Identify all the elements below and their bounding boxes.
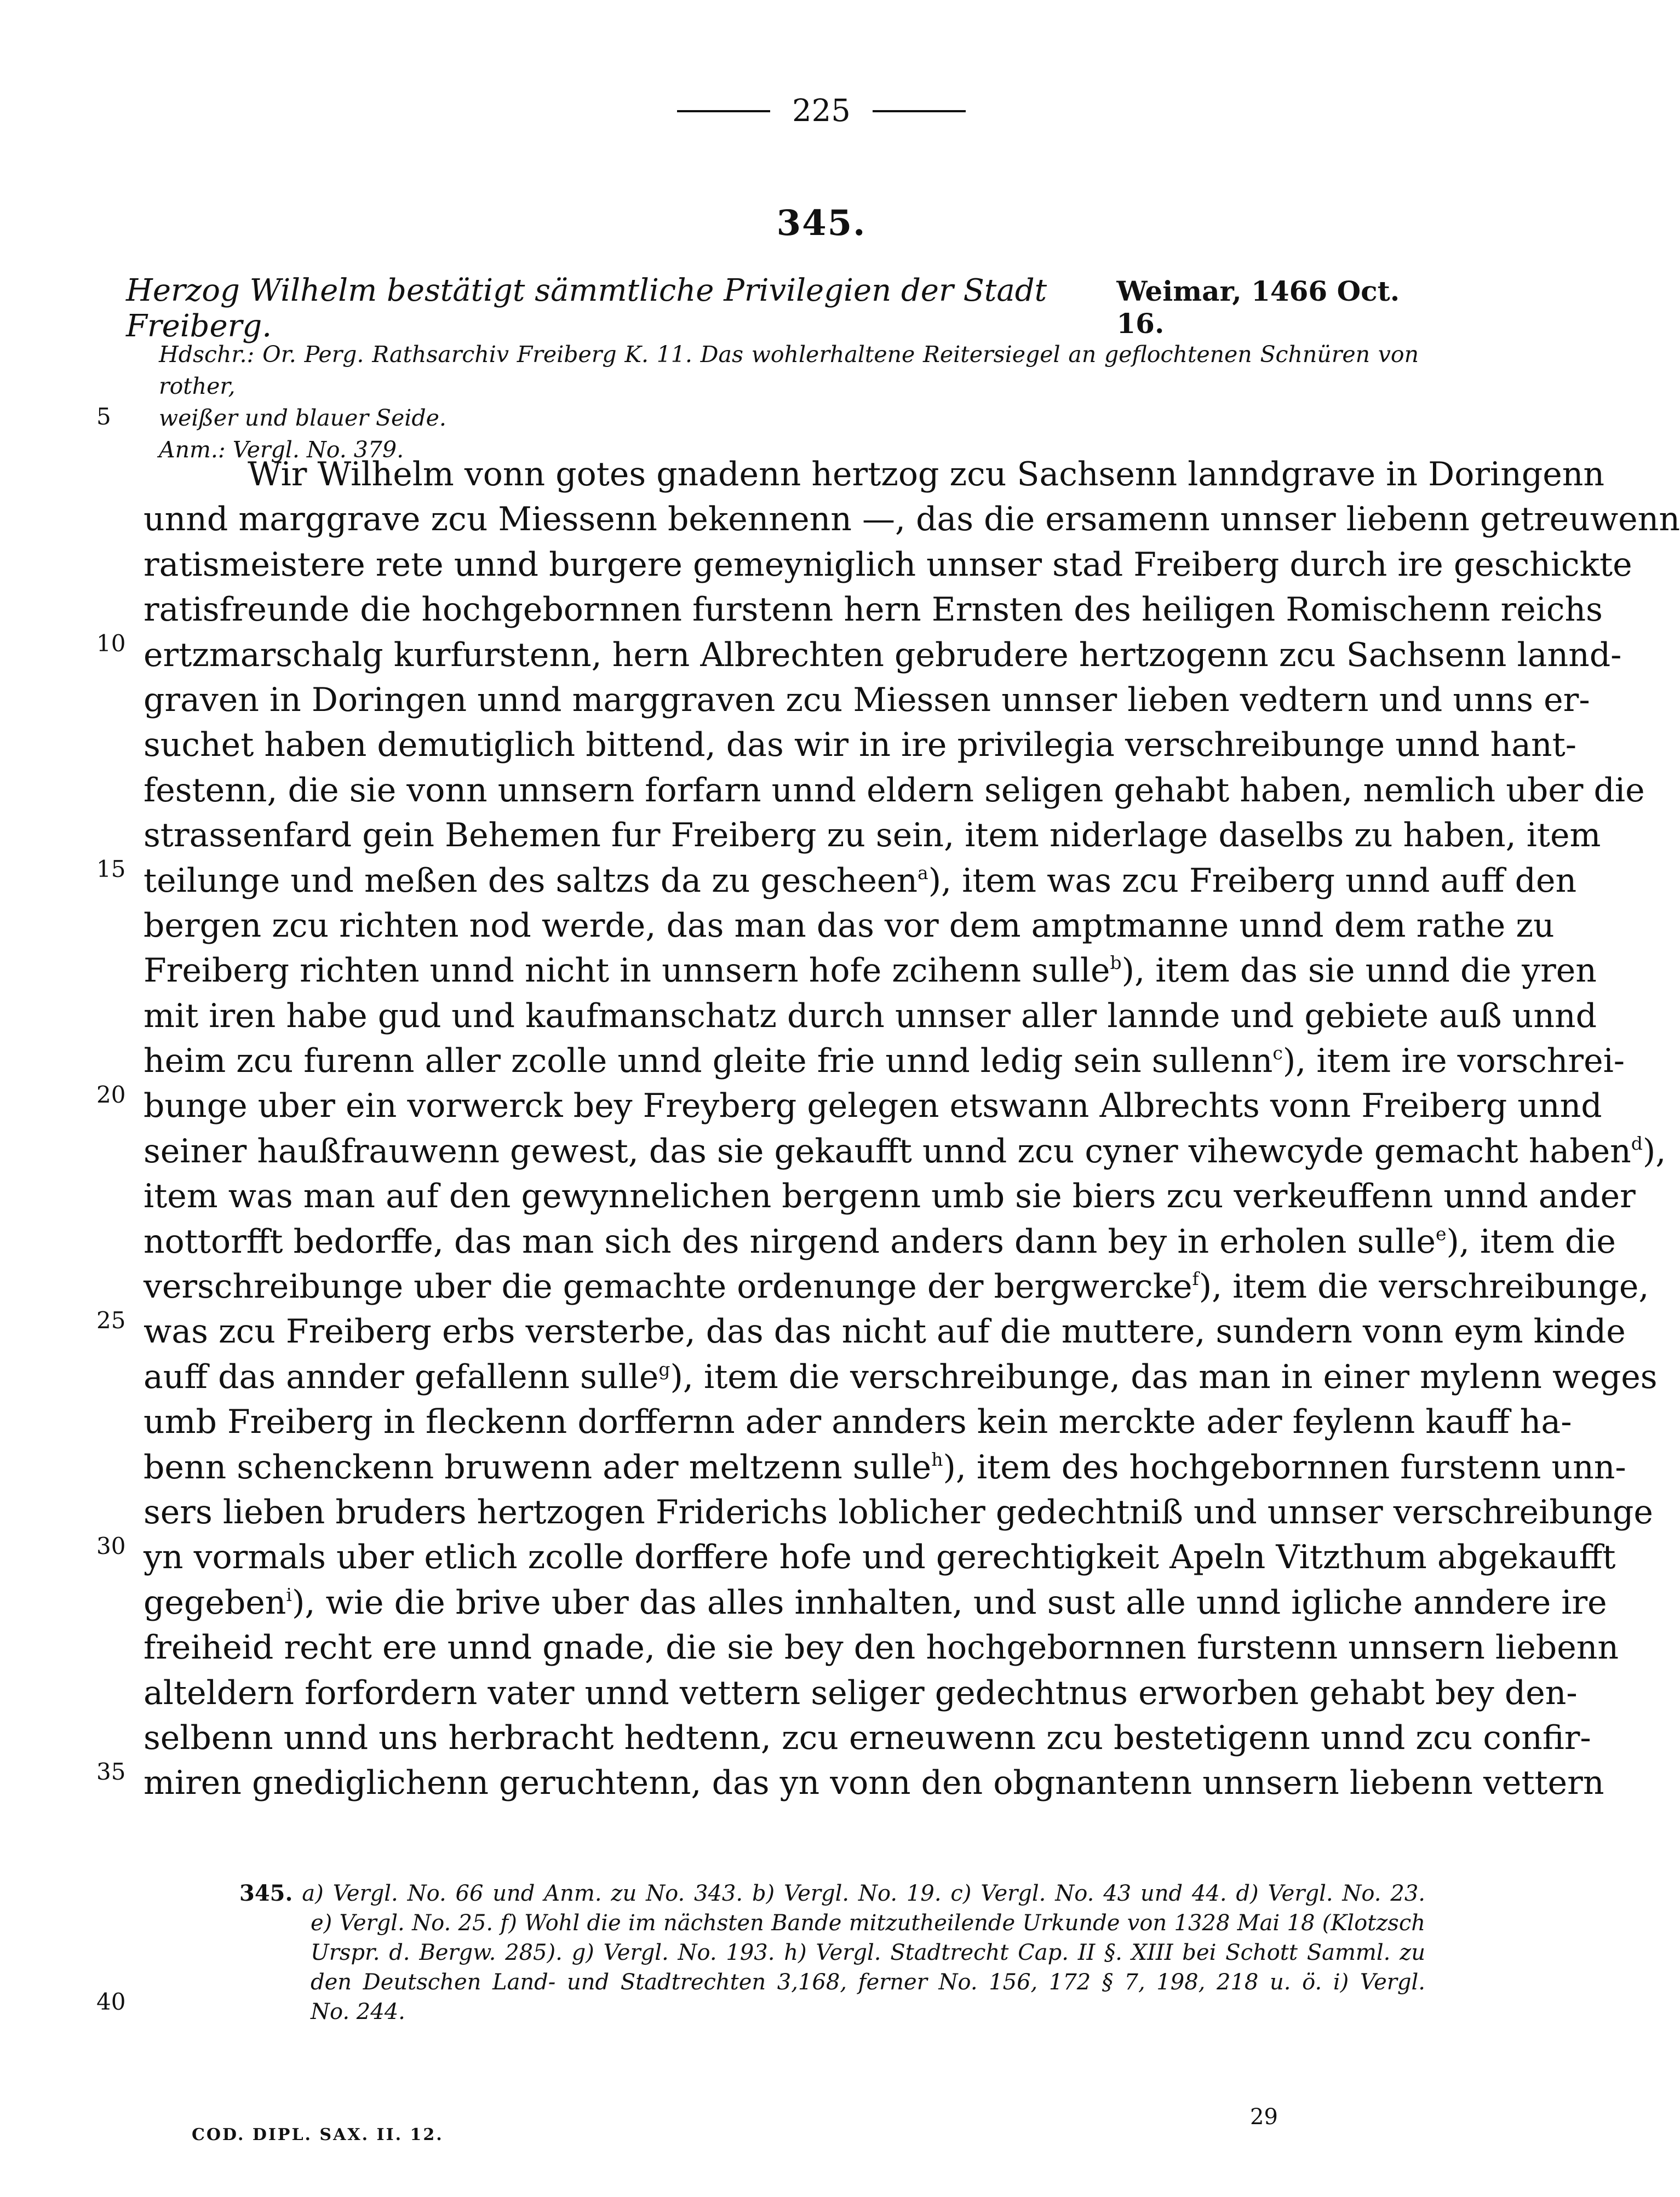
margin-line-number: 15 xyxy=(96,856,126,882)
body-line: yn vormals uber etlich zcolle dorffere hofe und gerechtigkeit Apeln Vitzthum abgekaufft xyxy=(144,1538,1616,1577)
body-line: bunge uber ein vorwerck bey Freyberg gelegen etswann Albrechts vonn Freiberg unnd xyxy=(144,1087,1602,1126)
body-line: teilunge und meßen des saltzs da zu gescheen$^a$), item was zcu Freiberg unnd auff den xyxy=(144,861,1577,900)
margin-line-number: 40 xyxy=(96,1988,126,2015)
footnote-ref: d xyxy=(1631,1132,1643,1154)
body-line: item was man auf den gewynnelichen bergenn umb sie biers zcu verkeuffenn unnd ander xyxy=(144,1177,1636,1216)
document-title: Herzog Wilhelm bestätigt sämmtliche Privilegien der Stadt Freiberg. xyxy=(126,273,1047,344)
body-line: miren gnediglichenn geruchtenn, das yn vonn den obgnantenn unnsern liebenn vettern xyxy=(144,1764,1604,1803)
footnote-ref: a xyxy=(918,862,928,884)
document-heading xyxy=(126,273,1430,344)
body-line: auff das annder gefallenn sulle$^g$), item die verschreibunge, das man in einer mylenn weges xyxy=(144,1357,1658,1396)
document-number: 345. xyxy=(776,203,867,244)
footer-sheet-number: 29 xyxy=(1250,2104,1278,2130)
body-line: bergen zcu richten nod werde, das man das vor dem amptmanne unnd dem rathe zu xyxy=(144,906,1555,945)
margin-line-number: 30 xyxy=(96,1533,126,1559)
body-line: heim zcu furenn aller zcolle unnd gleite frie unnd ledig sein sullenn$^c$), item ire vorschrei- xyxy=(144,1042,1625,1081)
footnote-doc-number: 345. xyxy=(239,1880,293,1906)
document-place-date: Weimar, 1466 Oct. 16. xyxy=(1116,275,1400,340)
margin-line-number: 25 xyxy=(96,1307,126,1334)
body-line: alteldern forfordern vater unnd vettern seliger gedechtnus erworben gehabt bey den- xyxy=(144,1673,1578,1712)
body-line: benn schenckenn bruwenn ader meltzenn sulle$^h$), item des hochgebornnen furstenn unn- xyxy=(144,1448,1626,1487)
footnote-ref: c xyxy=(1272,1042,1283,1064)
footnote-ref: g xyxy=(658,1358,670,1380)
body-line: ertzmarschalg kurfurstenn, hern Albrechten gebrudere hertzogenn zcu Sachsenn lannd- xyxy=(144,635,1622,674)
footnote-line: 345. a) Vergl. No. 66 und Anm. zu No. 343. b) Vergl. No. 19. c) Vergl. No. 43 und 44. d) Vergl. No. 23. xyxy=(239,1880,1425,1906)
margin-line-number: 5 xyxy=(96,403,111,430)
source-note xyxy=(159,339,1419,466)
body-line: ratisfreunde die hochgebornnen furstenn hern Ernsten des heiligen Romischenn reichs xyxy=(144,590,1603,629)
footnote-line: No. 244. xyxy=(311,1999,405,2024)
footnote-line: den Deutschen Land- und Stadtrechten 3,168, ferner No. 156, 172 § 7, 198, 218 u. ö. i) Vergl. xyxy=(311,1970,1425,1995)
header-rule-right xyxy=(873,110,966,112)
header-rule-left xyxy=(677,110,770,112)
body-line: mit iren habe gud und kaufmanschatz durch unnser aller lannde und gebiete auß unnd xyxy=(144,996,1597,1035)
margin-line-number: 20 xyxy=(96,1081,126,1108)
body-line: sers lieben bruders hertzogen Friderichs loblicher gedechtniß und unnser verschreibunge xyxy=(144,1493,1653,1531)
body-line: was zcu Freiberg erbs versterbe, das das nicht auf die muttere, sundern vonn eym kinde xyxy=(144,1312,1626,1351)
body-line: graven in Doringen unnd marggraven zcu Miessen unnser lieben vedtern und unns er- xyxy=(144,680,1590,719)
body-line: gegeben$^i$), wie die brive uber das alles innhalten, und sust alle unnd igliche anndere ire xyxy=(144,1583,1607,1622)
body-line: festenn, die sie vonn unnsern forfarn unnd eldern seligen gehabt haben, nemlich uber die xyxy=(144,771,1645,810)
document-body xyxy=(144,452,1680,1806)
footnote-line: Urspr. d. Bergw. 285). g) Vergl. No. 193. h) Vergl. Stadtrecht Cap. II §. XIII bei Schott Samml. zu xyxy=(311,1940,1425,1965)
body-line: verschreibunge uber die gemachte ordenunge der bergwercke$^f$), item die verschreibunge, xyxy=(144,1267,1649,1306)
body-line: umb Freiberg in fleckenn dorffernn ader annders kein merckte ader feylenn kauff ha- xyxy=(144,1403,1572,1442)
body-line: Freiberg richten unnd nicht in unnsern hofe zcihenn sulle$^b$), item das sie unnd die yren xyxy=(144,951,1597,990)
footnote-line: e) Vergl. No. 25. f) Wohl die im nächsten Bande mitzutheilende Urkunde von 1328 Mai 18 (Klotzsch xyxy=(311,1911,1425,1936)
body-line: freiheid recht ere unnd gnade, die sie bey den hochgebornnen furstenn unnsern liebenn xyxy=(144,1628,1619,1667)
footnote-ref: h xyxy=(931,1448,943,1470)
footnote-ref: i xyxy=(286,1584,292,1605)
body-line: Wir Wilhelm vonn gotes gnadenn hertzog zcu Sachsenn lanndgrave in Doringenn xyxy=(248,455,1605,494)
source-line: Anm.: Vergl. No. 379. xyxy=(159,437,404,463)
body-line: suchet haben demutiglich bittend, das wir in ire privilegia verschreibunge unnd hant- xyxy=(144,726,1577,765)
footnotes xyxy=(239,1879,1425,2027)
body-line: seiner haußfrauwenn gewest, das sie gekaufft unnd zcu cyner vihewcyde gemacht haben$^d$), xyxy=(144,1132,1666,1171)
body-line: strassenfard gein Behemen fur Freiberg zu sein, item niderlage daselbs zu haben, item xyxy=(144,816,1601,855)
body-line: unnd marggrave zcu Miessenn bekennenn —, das die ersamenn unnser liebenn getreuwenn xyxy=(144,500,1680,539)
page-number: 225 xyxy=(792,93,851,129)
footnote-ref: e xyxy=(1435,1223,1447,1244)
margin-line-number: 35 xyxy=(96,1758,126,1785)
margin-line-number: 10 xyxy=(96,630,126,657)
footnote-ref: f xyxy=(1192,1267,1199,1289)
footnote-ref: b xyxy=(1110,952,1122,974)
source-line: weißer und blauer Seide. xyxy=(159,405,446,431)
body-line: nottorfft bedorffe, das man sich des nirgend anders dann bey in erholen sulle$^e$), item die xyxy=(144,1222,1616,1261)
body-line: selbenn unnd uns herbracht hedtenn, zcu erneuwenn zcu bestetigenn unnd zcu confir- xyxy=(144,1718,1591,1757)
body-line: ratismeistere rete unnd burgere gemeyniglich unnser stad Freiberg durch ire geschickte xyxy=(144,545,1632,584)
page-header xyxy=(0,93,1643,129)
source-line: Hdschr.: Or. Perg. Rathsarchiv Freiberg K. 11. Das wohlerhaltene Reitersiegel an geflochtenen Schnüren von rother, xyxy=(159,341,1419,399)
footer-signature: COD. DIPL. SAX. II. 12. xyxy=(192,2125,444,2144)
